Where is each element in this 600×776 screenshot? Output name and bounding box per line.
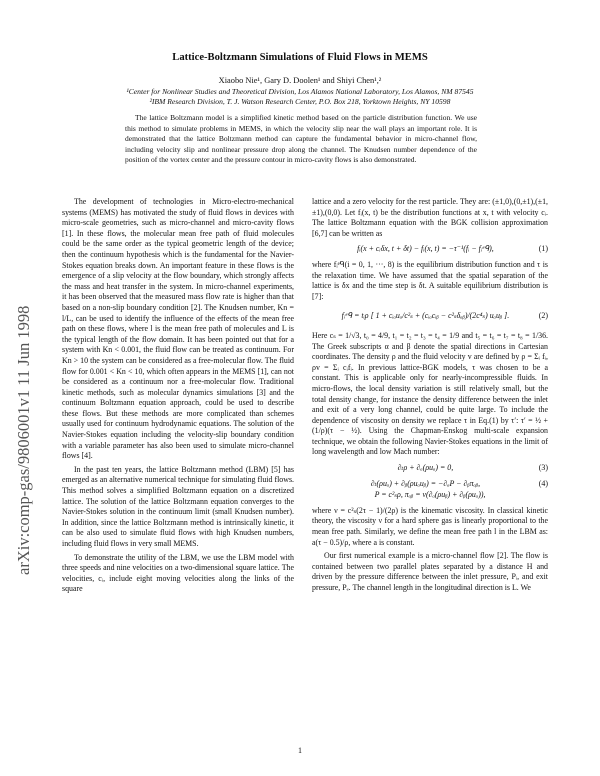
equation-4-continued [312, 490, 548, 501]
equation-body: fᵢ(x + cᵢδx, t + δt) − fᵢ(x, t) = −τ⁻¹(fᵢ − fᵢᵉᑫ), [357, 244, 494, 254]
equation-number: (3) [538, 463, 548, 473]
page-number: 1 [298, 746, 302, 755]
equation-3 [312, 463, 548, 474]
equation-body: P = c²ₛρ, πₐᵦ = ν(∂ₐ(ρuᵦ) + ∂ᵦ(ρuₐ)), [374, 490, 486, 500]
equation-1 [312, 244, 548, 255]
equation-number: (4) [538, 478, 548, 488]
paragraph: To demonstrate the utility of the LBM, we use the LBM model with three speeds and nine velocities on a two-dimensional square lattice. The velocities, cᵢ, include eight moving velocities along the links of the square [62, 552, 294, 594]
paragraph: Here cₛ = 1/√3, t₀ = 4/9, t₁ = t₂ = t₃ = t₄ = 1/9 and t₅ = t₆ = t₇ = t₈ = 1/36. The Greek subscripts α and β denote the spatial directions in Cartesian coordinates. The density ρ and the fluid velocity v are defined by ρ = Σᵢ fᵢ, ρv = Σᵢ cᵢfᵢ. In previous lattice-BGK models, τ was chosen to be a constant. This is applicable only for nearly-incompressible fluids. In micro-flows, the local density variation is still relatively small, but the total density change, for instance the density difference between the inlet and exit of a very long channel, could be quite large. To include the dependence of viscosity on density we replace τ in Eq.(1) by τ′: τ′ = ½ + (1/ρ)(τ − ½). Using the Chapman-Enskog multi-scale expansion technique, we obtain the following Navier-Stokes equations in the limit of long wavelength and low Mach number: [312, 330, 548, 457]
equation-number: (1) [538, 244, 548, 254]
equation-number: (2) [538, 311, 548, 321]
equation-2 [312, 311, 548, 322]
abstract: The lattice Boltzmann model is a simplified kinetic method based on the particle distribution function. We use this method to simulate problems in MEMS, in which the velocity slip near the wall plays an important role. It is demonstrated that the lattice Boltzmann method can capture the fundamental behavior in micro-channel flow, including velocity slip and nonlinear pressure drop along the channel. The Knudsen number dependence of the position of the vortex center and the pressure contour in micro-cavity flows is also demonstrated. [125, 113, 477, 165]
paper-title: Lattice-Boltzmann Simulations of Fluid Flows in MEMS [172, 52, 428, 63]
affiliation-2: ²IBM Research Division, T. J. Watson Research Center, P.O. Box 218, Yorktown Heights, NY 10598 [149, 97, 451, 106]
affiliation-1: ¹Center for Nonlinear Studies and Theoretical Division, Los Alamos National Laboratory, Los Alamos, NM 87545 [126, 87, 474, 96]
paragraph: In the past ten years, the lattice Boltzmann method (LBM) [5] has emerged as an alternative numerical technique for simulating fluid flows. This method solves a simplified Boltzmann equation on a discretized lattice. The solution of the lattice Boltzmann equation converges to the Navier-Stokes solution in the continuum limit (small Knudsen number). In addition, since the lattice Boltzmann method is intrinsically kinetic, it can be also used to simulate fluid flows with high Knudsen numbers, including fluid flows in very small MEMS. [62, 464, 294, 548]
right-column [312, 197, 548, 597]
authors: Xiaobo Nie¹, Gary D. Doolen¹ and Shiyi Chen¹,² [218, 76, 382, 85]
paragraph: lattice and a zero velocity for the rest particle. They are: (±1,0),(0,±1),(±1,±1),(0,0). Let fᵢ(x, t) be the distribution functions at x, t with velocity cᵢ. The lattice Boltzmann equation with the BGK collision approximation [6,7] can be written as [312, 197, 548, 238]
paragraph: where ν = c²ₛ(2τ − 1)/(2ρ) is the kinematic viscosity. In classical kinetic theory, the viscosity ν for a hard sphere gas is linearly proportional to the mean free path. Similarly, we define the mean free path l in the LBM as: a(τ − 0.5)/ρ, where a is constant. [312, 505, 548, 547]
left-column [62, 197, 294, 598]
equation-body: ∂ₜ(ρuₐ) + ∂ᵦ(ρuₐuᵦ) = −∂ₐP − ∂ᵦπₐᵦ, [370, 478, 481, 488]
equation-body: fᵢᵉᑫ = tᵢρ [ 1 + cᵢₐuₐ/c²ₛ + (cᵢₐcᵢᵦ − c²ₛδₐᵦ)/(2c⁴ₛ) uₐuᵦ ]. [341, 311, 510, 321]
equation-4 [312, 479, 548, 490]
paragraph: The development of technologies in Micro-electro-mechanical systems (MEMS) has motivated the study of fluid flows in devices with micro-scale geometries, such as micro-channel and micro-cavity flows [1]. In these flows, the molecular mean free path of fluid molecules could be the same order as the typical geometric length of the device; then the continuum hypothesis which is the fundamental for the Navier-Stokes equation breaks down. An important feature in these flows is the emergence of a slip velocity at the flow boundary, which strongly affects the mass and heat transfer in the system. In micro-channel experiments, it has been observed that the measured mass flow rate is higher than that based on a non-slip boundary condition [2]. The Knudsen number, Kn = l/L, can be used to identify the influence of the effects of the mean free path on these flows, where l is the mean free path of molecules and L is the typical length of the flow domain. It has been pointed out that for a system with Kn < 0.001, the fluid flow can be treated as continuum. For Kn > 10 the system can be considered as a free-molecular flow. The fluid flow for 0.001 < Kn < 10, which often appears in the MEMS [1], can not be considered as a continuum nor a free-molecular flow. Traditional kinetic methods, such as molecular dynamics simulations [3] and the continuum Boltzmann equation approach, could be used to describe these flows. But these methods are more complicated than schemes usually used for continuum hydrodynamic equations. The solution of the Navier-Stokes equation including the velocity-slip boundary condition with a variable parameter has also been used to simulate micro-channel flows [4]. [62, 197, 294, 461]
paragraph: where fᵢᵉᑫ(i = 0, 1, ···, 8) is the equilibrium distribution function and τ is the relaxation time. We have assumed that the spatial separation of the lattice is δx and the time step is δt. A suitable equilibrium distribution is [7]: [312, 259, 548, 301]
equation-body: ∂ₜρ + ∂ₐ(ρuₐ) = 0, [397, 463, 454, 473]
paragraph: Our first numerical example is a micro-channel flow [2]. The flow is contained between two parallel plates separated by a distance H and driven by the pressure difference between the inlet pressure, Pᵢ, and exit pressure, Pₑ. The channel length in the longitudinal direction is L. We [312, 551, 548, 592]
arxiv-stamp: arXiv:comp-gas/9806001v1 11 Jun 1998 [14, 305, 33, 575]
